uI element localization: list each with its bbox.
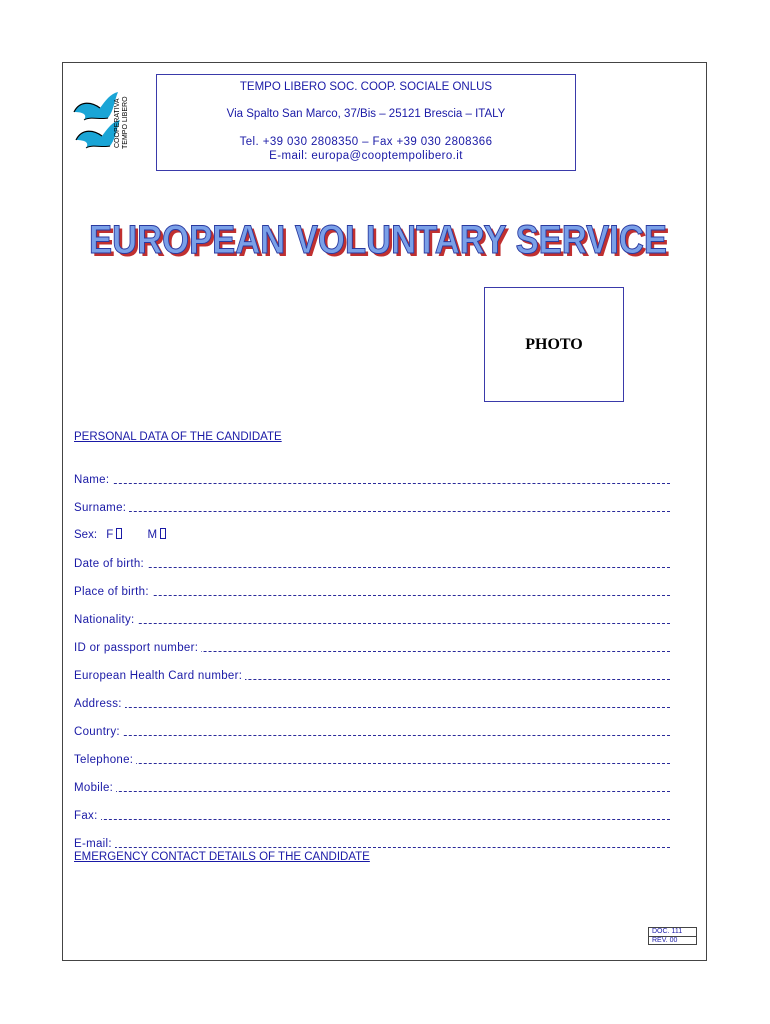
nationality-field[interactable] — [74, 614, 670, 630]
address-field[interactable] — [74, 698, 670, 714]
doc-number: DOC. 111 — [649, 928, 696, 937]
country-field[interactable] — [74, 726, 670, 742]
sex-option-f[interactable] — [106, 528, 122, 541]
document-code-box — [648, 927, 697, 945]
organization-phone-fax: Tel. +39 030 2808350 – Fax +39 030 2808366 — [239, 136, 493, 148]
logo-text: COOPERATIVA TEMPO LIBERO — [114, 96, 129, 150]
nationality-label: Nationality: — [74, 614, 138, 626]
organization-header — [156, 74, 576, 171]
sex-label: Sex: — [74, 529, 98, 541]
title-shadow: EUROPEAN VOLUNTARY SERVICE — [92, 221, 670, 265]
sex-selector — [74, 528, 166, 541]
address-label: Address: — [74, 698, 125, 710]
date-of-birth-label: Date of birth: — [74, 558, 147, 570]
photo-label: PHOTO — [525, 336, 583, 353]
emergency-contact-heading: EMERGENCY CONTACT DETAILS OF THE CANDIDATE — [74, 851, 370, 863]
organization-address: Via Spalto San Marco, 37/Bis – 25121 Brescia – ITALY — [226, 108, 506, 120]
country-label: Country: — [74, 726, 123, 738]
page-title — [88, 212, 678, 268]
sex-m-checkbox[interactable] — [160, 528, 166, 539]
photo-placeholder[interactable] — [484, 287, 624, 402]
revision-number: REV. 00 — [652, 937, 678, 944]
email-label: E-mail: — [74, 838, 115, 850]
mobile-field[interactable] — [74, 782, 670, 798]
date-of-birth-field[interactable] — [74, 558, 670, 574]
mobile-label: Mobile: — [74, 782, 116, 794]
surname-field[interactable] — [74, 502, 670, 518]
health-card-label: European Health Card number: — [74, 670, 245, 682]
name-field[interactable] — [74, 474, 670, 490]
fax-label: Fax: — [74, 810, 101, 822]
surname-label: Surname: — [74, 502, 129, 514]
organization-email: E-mail: europa@cooptempolibero.it — [269, 150, 463, 162]
place-of-birth-field[interactable] — [74, 586, 670, 602]
name-label: Name: — [74, 474, 112, 486]
sex-option-m-label: M — [147, 529, 158, 541]
health-card-field[interactable] — [74, 670, 670, 686]
sex-f-checkbox[interactable] — [116, 528, 122, 539]
id-passport-label: ID or passport number: — [74, 642, 201, 654]
organization-name: TEMPO LIBERO SOC. COOP. SOCIALE ONLUS — [239, 81, 493, 93]
personal-data-heading: PERSONAL DATA OF THE CANDIDATE — [74, 431, 282, 443]
sex-option-f-label: F — [106, 529, 114, 541]
fax-field[interactable] — [74, 810, 670, 826]
telephone-label: Telephone: — [74, 754, 136, 766]
id-passport-field[interactable] — [74, 642, 670, 658]
title-text: EUROPEAN VOLUNTARY SERVICE — [89, 218, 667, 262]
sex-option-m[interactable] — [147, 528, 166, 541]
telephone-field[interactable] — [74, 754, 670, 770]
place-of-birth-label: Place of birth: — [74, 586, 152, 598]
